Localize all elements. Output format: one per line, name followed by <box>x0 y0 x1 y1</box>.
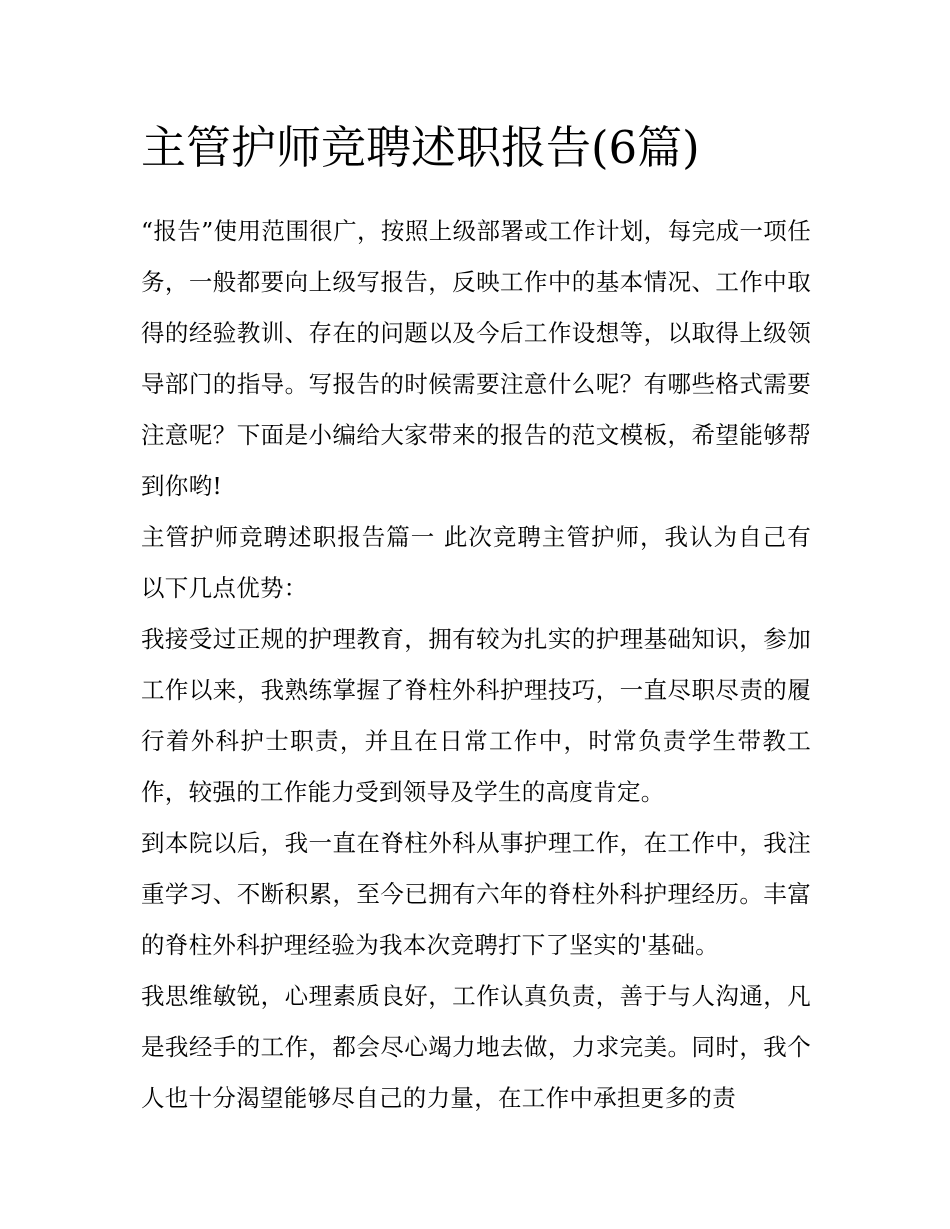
document-title: 主管护师竞聘述职报告(6篇) <box>141 121 700 174</box>
document-body <box>141 112 811 1124</box>
paragraph-experience: 到本院以后，我一直在脊柱外科从事护理工作，在工作中，我注重学习、不断积累，至今已拥有六年的脊柱外科护理经历。丰富的脊柱外科护理经验为我本次竞聘打下了坚实的'基础。 <box>141 829 811 959</box>
paragraph-section-one-heading: 主管护师竞聘述职报告篇一 此次竞聘主管护师，我认为自己有以下几点优势： <box>141 523 811 602</box>
paragraph-personality: 我思维敏锐，心理素质良好，工作认真负责，善于与人沟通，凡是我经手的工作，都会尽心竭力地去做，力求完美。同时，我个人也十分渴望能够尽自己的力量，在工作中承担更多的责 <box>141 982 811 1112</box>
paragraph-education: 我接受过正规的护理教育，拥有较为扎实的护理基础知识，参加工作以来，我熟练掌握了脊柱外科护理技巧，一直尽职尽责的履行着外科护士职责，并且在日常工作中，时常负责学生带教工作，较强的工作能力受到领导及学生的高度肯定。 <box>141 625 811 806</box>
paragraph-intro: “报告”使用范围很广，按照上级部署或工作计划，每完成一项任务，一般都要向上级写报告，反映工作中的基本情况、工作中取得的经验教训、存在的问题以及今后工作设想等，以取得上级领导部门的指导。写报告的时候需要注意什么呢？有哪些格式需要注意呢？下面是小编给大家带来的报告的范文模板，希望能够帮到你哟! <box>141 217 811 500</box>
